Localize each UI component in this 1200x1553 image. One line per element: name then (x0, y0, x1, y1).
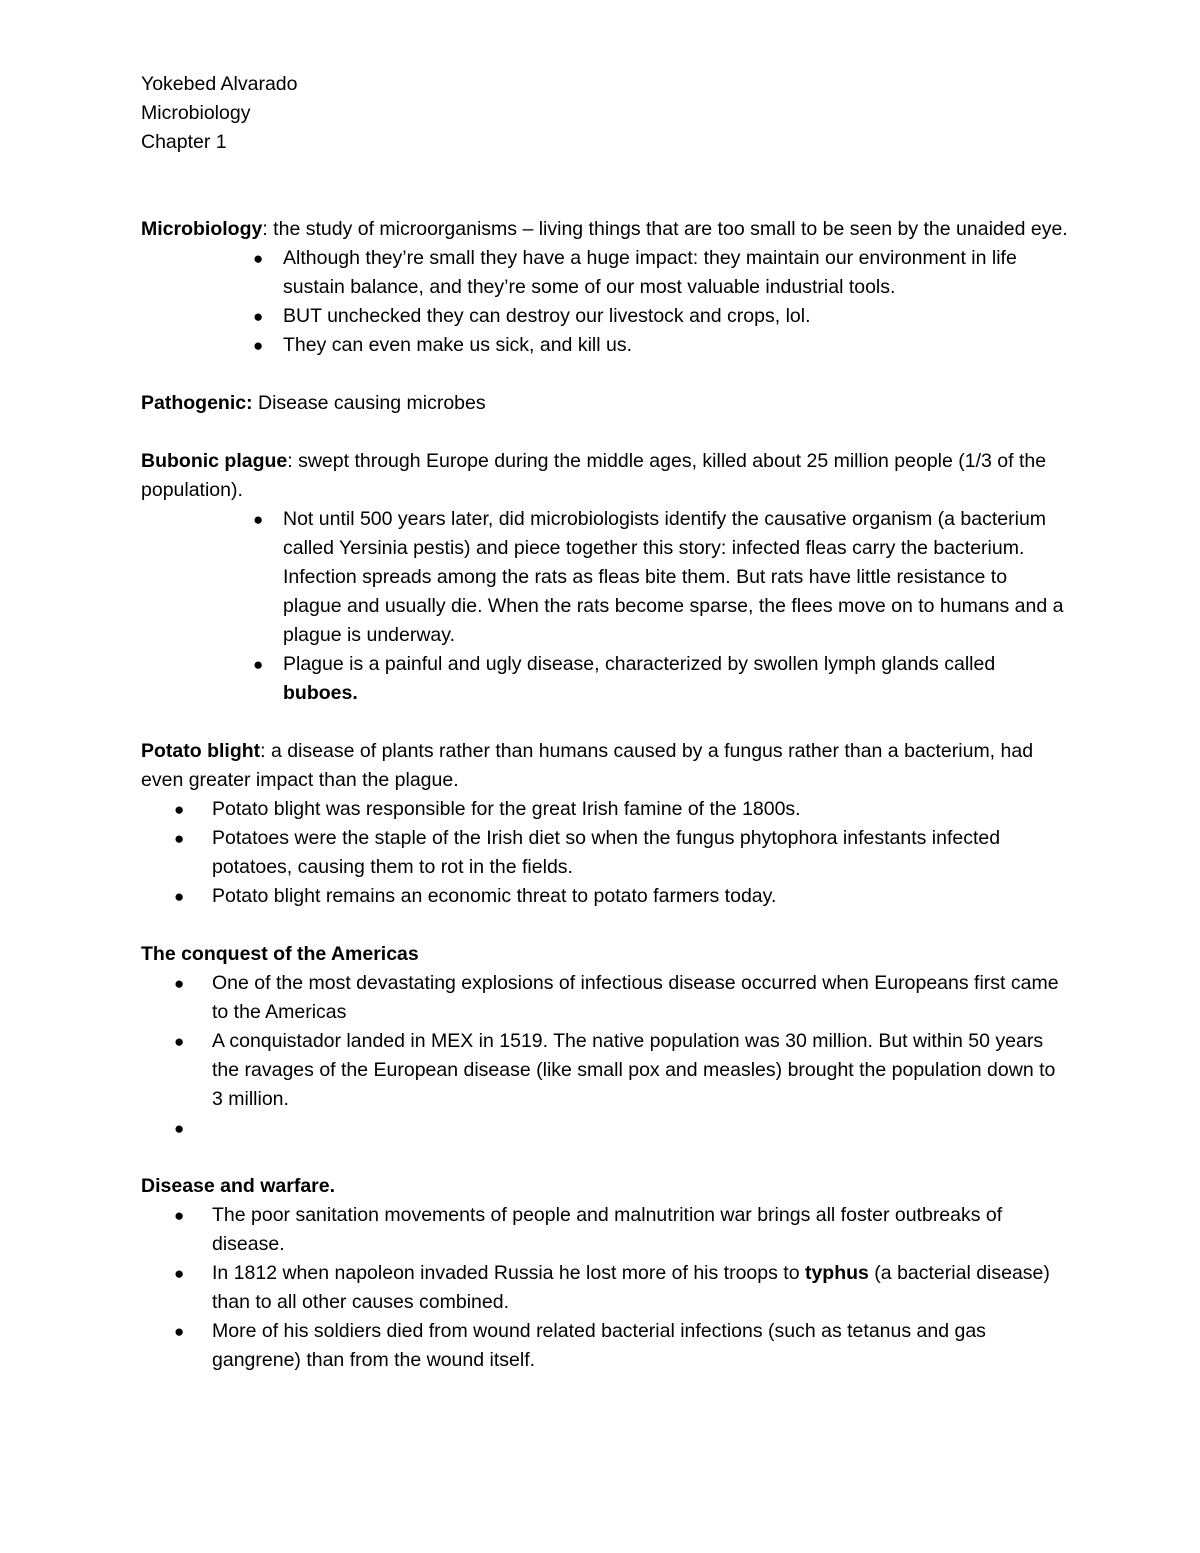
bullet-icon: ● (174, 974, 185, 993)
spacer (141, 1143, 1071, 1172)
list-item (141, 1027, 1071, 1114)
bullet-icon: ● (253, 336, 264, 355)
spacer (141, 911, 1071, 940)
bullet-icon: ● (174, 800, 185, 819)
course-name: Microbiology (141, 102, 251, 124)
warfare-bullets (141, 1201, 1071, 1375)
bullet-icon: ● (174, 1119, 185, 1138)
list-item (141, 650, 1071, 708)
list-item (141, 882, 1071, 911)
list-item (141, 1259, 1071, 1317)
author-name: Yokebed Alvarado (141, 73, 298, 95)
document-page (141, 70, 1071, 1375)
bubonic-definition-text: : swept through Europe during the middle ages, killed about 25 million people (1/3 of the population). (141, 450, 1047, 501)
list-item (141, 331, 1071, 360)
spacer (141, 157, 1071, 186)
list-item (141, 795, 1071, 824)
buboes-term: buboes. (283, 682, 358, 704)
typhus-term: typhus (804, 1262, 869, 1284)
conquest-bullets (141, 969, 1071, 1143)
spacer (141, 186, 1071, 215)
list-item-text: Although they’re small they have a huge impact: they maintain our environment in life sustain balance, and they’re some of our most valuable industrial tools. (283, 247, 1017, 298)
list-item-text: Plague is a painful and ugly disease, characterized by swollen lymph glands called (283, 653, 996, 675)
conquest-heading: The conquest of the Americas (141, 943, 419, 965)
pathogenic-definition (141, 389, 1071, 418)
bullet-icon: ● (174, 1032, 185, 1051)
bubonic-term: Bubonic plague (141, 450, 288, 472)
spacer (141, 418, 1071, 447)
list-item (141, 824, 1071, 882)
list-item-text: Potato blight remains an economic threat to potato farmers today. (212, 885, 777, 907)
bubonic-bullets (141, 505, 1071, 708)
list-item (141, 244, 1071, 302)
bullet-icon: ● (253, 510, 264, 529)
potato-term: Potato blight (141, 740, 261, 762)
microbiology-definition-text: : the study of microorganisms – living things that are too small to be seen by the unaided eye. (262, 218, 1068, 240)
list-item-text: A conquistador landed in MEX in 1519. The native population was 30 million. But within 50 years the ravages of the European disease (like small pox and measles) brought the population down to 3 million. (212, 1030, 1056, 1110)
list-item-text: One of the most devastating explosions of infectious disease occurred when Europeans first came to the Americas (212, 972, 1059, 1023)
bullet-icon: ● (174, 887, 185, 906)
list-item-text: (a bacterial disease) than to all other causes combined. (212, 1262, 1050, 1313)
bullet-icon: ● (253, 307, 264, 326)
list-item-text: More of his soldiers died from wound related bacterial infections (such as tetanus and gas gangrene) than from the wound itself. (212, 1320, 986, 1371)
potato-definition-text: : a disease of plants rather than humans caused by a fungus rather than a bacterium, had even greater impact than the plague. (141, 740, 1034, 791)
bullet-icon: ● (253, 249, 264, 268)
spacer (141, 708, 1071, 737)
pathogenic-term: Pathogenic: (141, 392, 253, 414)
bullet-icon: ● (253, 655, 264, 674)
chapter-label: Chapter 1 (141, 131, 227, 153)
bubonic-definition (141, 447, 1071, 505)
list-item (141, 302, 1071, 331)
list-item-text: Not until 500 years later, did microbiologists identify the causative organism (a bacterium called Yersinia pestis) and piece together this story: infected fleas carry the bacterium. Infection spreads among the rats as fleas bite them. But rats have little resistance to plague and usually die. When the rats become sparse, the flees move on to humans and a plague is underway. (283, 508, 1064, 646)
pathogenic-definition-text: Disease causing microbes (252, 392, 486, 414)
list-item-text: In 1812 when napoleon invaded Russia he lost more of his troops to (212, 1262, 805, 1284)
warfare-heading: Disease and warfare. (141, 1175, 336, 1197)
list-item-text: The poor sanitation movements of people and malnutrition war brings all foster outbreaks of disease. (212, 1204, 1003, 1255)
list-item-text: They can even make us sick, and kill us. (283, 334, 632, 356)
potato-definition (141, 737, 1071, 795)
microbiology-bullets (141, 244, 1071, 360)
list-item (141, 1201, 1071, 1259)
bullet-icon: ● (174, 829, 185, 848)
list-item (141, 1114, 1071, 1143)
list-item (141, 1317, 1071, 1375)
bullet-icon: ● (174, 1322, 185, 1341)
microbiology-definition (141, 215, 1071, 244)
list-item-text (212, 1117, 217, 1139)
list-item (141, 505, 1071, 650)
list-item (141, 969, 1071, 1027)
bullet-icon: ● (174, 1206, 185, 1225)
list-item-text: Potato blight was responsible for the great Irish famine of the 1800s. (212, 798, 801, 820)
microbiology-term: Microbiology (141, 218, 263, 240)
list-item-text: Potatoes were the staple of the Irish diet so when the fungus phytophora infestants infected potatoes, causing them to rot in the fields. (212, 827, 1001, 878)
potato-bullets (141, 795, 1071, 911)
spacer (141, 360, 1071, 389)
bullet-icon: ● (174, 1264, 185, 1283)
list-item-text: BUT unchecked they can destroy our livestock and crops, lol. (283, 305, 811, 327)
